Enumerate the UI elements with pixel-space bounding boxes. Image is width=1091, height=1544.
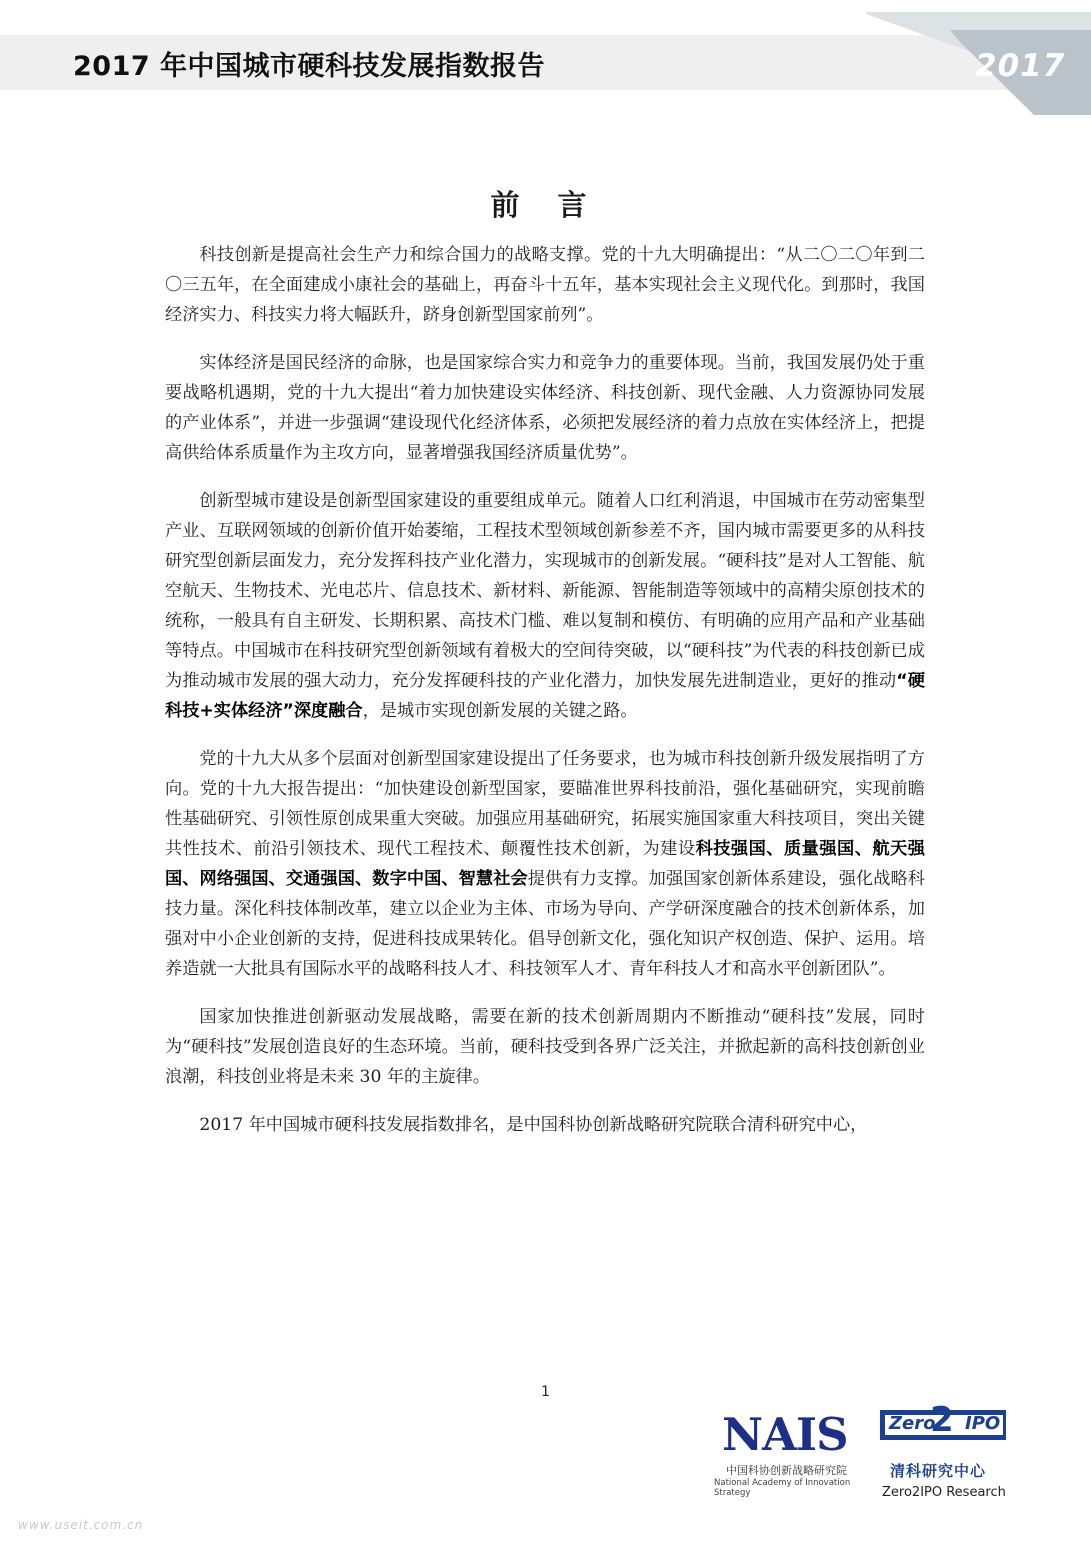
text-run: 提供有力支撑。加强国家创新体系建设，强化战略科技力量。深化科技体制改革，建立以企业为主体、市场为导向、产学研深度融合的技术创新体系，加强对中小企业创新的支持，促进科技成果转化。倡导创新文化，强化知识产权创造、保护、运用。培养造就一大批具有国际水平的战略科技人才、科技领军人才、青年科技人才和高水平创新团队”。 [165, 869, 925, 979]
zero2ipo-logo-zero: Zero [889, 1413, 936, 1434]
text-run: ，是城市实现创新发展的关键之路。 [362, 701, 638, 721]
page-title: 前 言 [490, 188, 601, 222]
page-number: 1 [541, 1384, 550, 1400]
paragraph [165, 744, 925, 984]
paragraph [165, 240, 925, 330]
paragraph [165, 486, 925, 726]
text-run: 创新型城市建设是创新型国家建设的重要组成单元。随着人口红利消退，中国城市在劳动密集型产业、互联网领域的创新价值开始萎缩，工程技术型领域创新参差不齐，国内城市需要更多的从科技研究型创新层面发力，充分发挥科技产业化潜力，实现城市的创新发展。“硬科技”是对人工智能、航空航天、生物技术、光电芯片、信息技术、新材料、新能源、智能制造等领域中的高精尖原创技术的统称，一般具有自主研发、长期积累、高技术门槛、难以复制和模仿、有明确的应用产品和产业基础等特点。中国城市在科技研究型创新领域有着极大的空间待突破，以“硬科技”为代表的科技创新已成为推动城市发展的强大动力，充分发挥硬科技的产业化潜力，加快发展先进制造业，更好的推动 [165, 491, 925, 691]
nais-logo-en: National Academy of Innovation Strategy [714, 1478, 851, 1498]
text-run: 国家加快推进创新驱动发展战略，需要在新的技术创新周期内不断推动“硬科技”发展，同时为“硬科技”发展创造良好的生态环境。当前，硬科技受到各界广泛关注，并掀起新的高科技创新创业浪潮，科技创业将是未来 30 年的主旋律。 [165, 1007, 925, 1087]
text-run: 科技创新是提高社会生产力和综合国力的战略支撑。党的十九大明确提出：“从二〇二〇年到二〇三五年，在全面建成小康社会的基础上，再奋斗十五年，基本实现社会主义现代化。到那时，我国经济实力、科技实力将大幅跃升，跻身创新型国家前列”。 [165, 245, 925, 325]
nais-logo [714, 1408, 862, 1498]
zero2ipo-logo-en: Zero2IPO Research [882, 1485, 1006, 1500]
zero2ipo-logo-two: 2 [930, 1400, 954, 1440]
text-run: 2017 年中国城市硬科技发展指数排名，是中国科协创新战略研究院联合清科研究中心， [199, 1115, 868, 1135]
zero2ipo-logo [880, 1400, 1020, 1500]
paragraph [165, 348, 925, 468]
text-run: 党的十九大从多个层面对创新型国家建设提出了任务要求，也为城市科技创新升级发展指明了方向。党的十九大报告提出：“加快建设创新型国家，要瞄准世界科技前沿，强化基础研究，实现前瞻性基础研究、引领性原创成果重大突破。加强应用基础研究，拓展实施国家重大科技项目，突出关键共性技术、前沿引领技术、现代工程技术、颠覆性技术创新，为建设 [165, 749, 925, 859]
nais-logo-word: NAIS [722, 1408, 848, 1461]
nais-logo-cn: 中国科协创新战略研究院 [726, 1464, 847, 1477]
body-text [165, 240, 925, 1158]
zero2ipo-logo-box [880, 1400, 1006, 1440]
paragraph [165, 1110, 925, 1140]
bold-text: 科技强国、质量强国、航天强国、网络强国、交通强国、数字中国、智慧社会 [165, 839, 925, 889]
zero2ipo-logo-cn: 清科研究中心 [890, 1462, 987, 1480]
year-badge: 2017 [975, 48, 1066, 84]
bold-text: “硬科技+实体经济”深度融合 [165, 671, 925, 721]
zero2ipo-logo-ipo: IPO [965, 1413, 1001, 1434]
paragraph [165, 1002, 925, 1092]
report-title: 2017 年中国城市硬科技发展指数报告 [73, 51, 546, 82]
text-run: 实体经济是国民经济的命脉，也是国家综合实力和竞争力的重要体现。当前，我国发展仍处于重要战略机遇期，党的十九大提出“着力加快建设实体经济、科技创新、现代金融、人力资源协同发展的产业体系”，并进一步强调“建设现代化经济体系，必须把发展经济的着力点放在实体经济上，把提高供给体系质量作为主攻方向，显著增强我国经济质量优势”。 [165, 353, 925, 463]
watermark: www.useit.com.cn [18, 1518, 144, 1532]
